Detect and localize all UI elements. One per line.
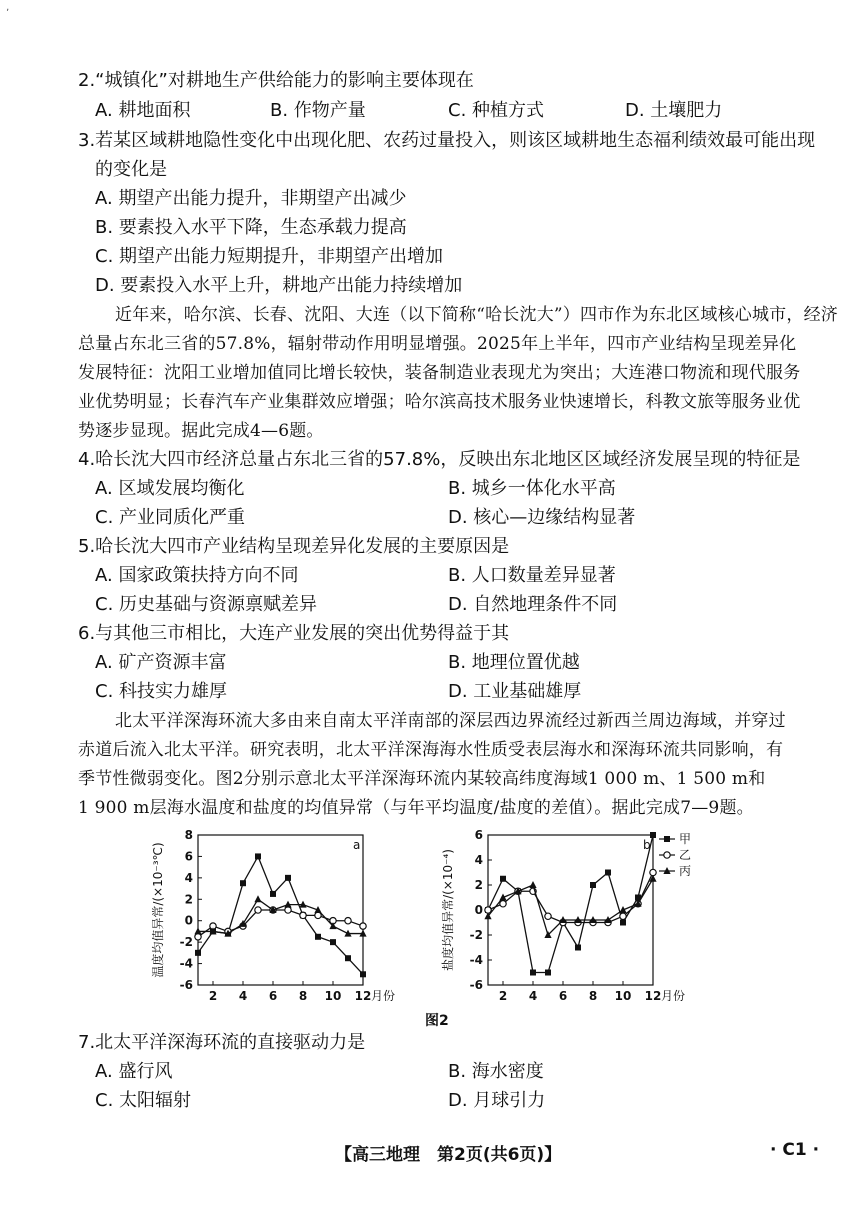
chart-a-series-1-point: [345, 955, 351, 961]
chart-a-series-1-point: [285, 875, 291, 881]
figure-caption: 图2: [425, 1013, 449, 1029]
chart-b-ytick-label: 0: [474, 903, 483, 917]
footer-page-info: 【高三地理 第2页(共6页)】: [335, 1145, 562, 1165]
q7-option-a[interactable]: A. 盛行风: [95, 1061, 173, 1082]
chart-a-ytick-label: 4: [184, 870, 193, 885]
chart-b-xtick-label: 4: [528, 989, 538, 1003]
chart-b-series-1-point: [590, 882, 596, 888]
q6-option-c[interactable]: C. 科技实力雄厚: [95, 681, 228, 702]
chart-b-xlabel: 月份: [661, 989, 686, 1003]
q7-option-d[interactable]: D. 月球引力: [448, 1090, 546, 1111]
chart-b-ylabel: 盐度均值异常/(×10⁻⁴): [441, 849, 455, 971]
q2-option-b[interactable]: B. 作物产量: [270, 100, 366, 121]
chart-b-panel-label: b: [643, 838, 651, 852]
passage2-line4: 1 900 m层海水温度和盐度的均值异常（与年平均温度/盐度的差值）。据此完成7—9题。: [78, 798, 754, 818]
q6-option-a[interactable]: A. 矿产资源丰富: [95, 652, 227, 673]
chart-a-series-1-point: [255, 853, 261, 859]
passage1-line5: 势逐步显现。据此完成4—6题。: [78, 421, 324, 441]
chart-a-xtick-label: 12: [354, 989, 372, 1003]
chart-a-xtick-label: 10: [324, 989, 342, 1003]
passage1-line2: 总量占东北三省的57.8%，辐射带动作用明显增强。2025年上半年，四市产业结构呈现差异化: [78, 334, 797, 354]
q7-option-c[interactable]: C. 太阳辐射: [95, 1090, 192, 1111]
chart-a-xlabel: 月份: [371, 989, 396, 1003]
chart-a-ytick-label: 8: [184, 828, 193, 842]
chart-a-series-3-point: [254, 895, 261, 902]
chart-b-legend-label: 甲: [679, 832, 692, 846]
chart-b-series-1-point: [545, 970, 551, 976]
chart-a-series-1-point: [330, 939, 336, 945]
chart-a-series-2-point: [360, 923, 366, 929]
chart-b-series-1-line: [488, 835, 653, 973]
q5-option-b[interactable]: B. 人口数量差异显著: [448, 565, 616, 586]
passage2-line1: 北太平洋深海环流大多由来自南太平洋南部的深层西边界流经过新西兰周边海域，并穿过: [115, 711, 786, 731]
chart-a-panel-label: a: [353, 838, 361, 852]
q5-option-d[interactable]: D. 自然地理条件不同: [448, 594, 618, 615]
chart-b-legend-label: 乙: [679, 848, 692, 862]
chart-b-ytick-label: -2: [469, 928, 483, 942]
chart-a-series-1-point: [240, 880, 246, 886]
q4-stem: 4.哈长沈大四市经济总量占东北三省的57.8%，反映出东北地区区域经济发展呈现的特征是: [78, 449, 801, 470]
chart-temperature-anomaly: [150, 825, 400, 1010]
chart-a-xtick-label: 6: [268, 989, 278, 1003]
chart-b-ytick-label: 4: [474, 853, 483, 867]
q2-stem: 2.“城镇化”对耕地生产供给能力的影响主要体现在: [78, 70, 474, 91]
chart-b-frame: [488, 835, 653, 985]
q3-stem-line1: 3.若某区域耕地隐性变化中出现化肥、农药过量投入，则该区域耕地生态福利绩效最可能出现: [78, 130, 816, 151]
passage1-line3: 发展特征：沈阳工业增加值同比增长较快，装备制造业表现尤为突出；大连港口物流和现代服务: [78, 363, 801, 383]
q6-option-b[interactable]: B. 地理位置优越: [448, 652, 580, 673]
chart-b-series-2-point: [500, 901, 506, 907]
chart-salinity-anomaly: [440, 825, 715, 1010]
q3-option-a[interactable]: A. 期望产出能力提升，非期望产出减少: [95, 188, 407, 209]
footer-code: · C1 ·: [770, 1140, 820, 1160]
chart-b-legend-marker: [664, 852, 670, 858]
chart-a-ytick-label: -6: [179, 978, 193, 992]
chart-a-series-2-point: [345, 918, 351, 924]
passage2-line3: 季节性微弱变化。图2分别示意北太平洋深海环流内某较高纬度海域1 000 m、1 500 m和: [78, 769, 766, 789]
passage2-line2: 赤道后流入北太平洋。研究表明，北太平洋深海海水性质受表层海水和深海环流共同影响，有: [78, 740, 784, 760]
chart-b-series-1-point: [650, 832, 656, 838]
chart-b-series-2-point: [620, 913, 626, 919]
chart-a-series-1-line: [198, 856, 363, 974]
q5-option-c[interactable]: C. 历史基础与资源禀赋差异: [95, 594, 318, 615]
chart-a-series-2-point: [255, 907, 261, 913]
chart-b-series-2-point: [545, 913, 551, 919]
chart-b-xtick-label: 2: [498, 989, 508, 1003]
q4-option-b[interactable]: B. 城乡一体化水平高: [448, 478, 616, 499]
q2-option-a[interactable]: A. 耕地面积: [95, 100, 191, 121]
chart-b-xtick-label: 8: [588, 989, 598, 1003]
q6-option-d[interactable]: D. 工业基础雄厚: [448, 681, 582, 702]
scan-mark: ʼ: [6, 8, 10, 19]
q4-option-a[interactable]: A. 区域发展均衡化: [95, 478, 245, 499]
q4-option-c[interactable]: C. 产业同质化严重: [95, 507, 246, 528]
chart-a-series-2-point: [285, 907, 291, 913]
q3-option-d[interactable]: D. 要素投入水平上升，耕地产出能力持续增加: [95, 275, 463, 296]
q2-option-d[interactable]: D. 土壤肥力: [625, 100, 723, 121]
q7-stem: 7.北太平洋深海环流的直接驱动力是: [78, 1032, 366, 1053]
chart-a-series-1-point: [360, 971, 366, 977]
chart-b-series-3-point: [529, 881, 536, 888]
chart-b-series-1-point: [500, 876, 506, 882]
q3-option-c[interactable]: C. 期望产出能力短期提升，非期望产出增加: [95, 246, 444, 267]
chart-b-ytick-label: -4: [469, 953, 483, 967]
chart-a-series-1-point: [195, 950, 201, 956]
chart-a-series-3-line: [198, 899, 363, 933]
chart-a-ytick-label: -2: [179, 935, 193, 950]
chart-a-ytick-label: -4: [179, 956, 193, 971]
chart-b-xtick-label: 6: [558, 989, 568, 1003]
q7-option-b[interactable]: B. 海水密度: [448, 1061, 544, 1082]
chart-b-series-1-point: [620, 920, 626, 926]
q2-option-c[interactable]: C. 种植方式: [448, 100, 545, 121]
chart-a-ytick-label: 2: [184, 892, 193, 907]
chart-b-series-2-point: [650, 869, 656, 875]
chart-b-series-2-point: [485, 907, 491, 913]
chart-a-series-1-point: [270, 891, 276, 897]
chart-a-series-2-point: [300, 912, 306, 918]
chart-b-series-1-point: [605, 870, 611, 876]
q3-stem-line2: 的变化是: [95, 159, 167, 180]
chart-b-ytick-label: 6: [474, 828, 483, 842]
q5-option-a[interactable]: A. 国家政策扶持方向不同: [95, 565, 299, 586]
chart-a-xtick-label: 4: [238, 989, 248, 1003]
chart-b-series-1-point: [575, 945, 581, 951]
chart-a-ytick-label: 6: [184, 849, 193, 864]
q5-stem: 5.哈长沈大四市产业结构呈现差异化发展的主要原因是: [78, 536, 510, 557]
chart-b-ytick-label: 2: [474, 878, 483, 892]
chart-b-legend-label: 丙: [679, 864, 692, 878]
q3-option-b[interactable]: B. 要素投入水平下降，生态承载力提高: [95, 217, 407, 238]
passage1-line4: 业优势明显；长春汽车产业集群效应增强；哈尔滨高技术服务业快速增长，科教文旅等服务业优: [78, 392, 801, 412]
chart-b-xtick-label: 12: [644, 989, 662, 1003]
chart-a-ylabel: 温度均值异常/(×10⁻³℃): [151, 842, 165, 978]
chart-b-series-1-point: [530, 970, 536, 976]
chart-a-series-2-point: [195, 934, 201, 940]
chart-a-xtick-label: 2: [208, 989, 218, 1003]
chart-a-series-1-point: [315, 934, 321, 940]
chart-b-xtick-label: 10: [614, 989, 632, 1003]
q6-stem: 6.与其他三市相比，大连产业发展的突出优势得益于其: [78, 623, 510, 644]
chart-b-legend-marker: [664, 836, 670, 842]
chart-b-ytick-label: -6: [469, 978, 483, 992]
chart-a-xtick-label: 8: [298, 989, 308, 1003]
passage1-line1: 近年来，哈尔滨、长春、沈阳、大连（以下简称“哈长沈大”）四市作为东北区域核心城市，经济: [115, 305, 838, 325]
chart-a-ytick-label: 0: [184, 913, 193, 928]
q4-option-d[interactable]: D. 核心—边缘结构显著: [448, 507, 636, 528]
